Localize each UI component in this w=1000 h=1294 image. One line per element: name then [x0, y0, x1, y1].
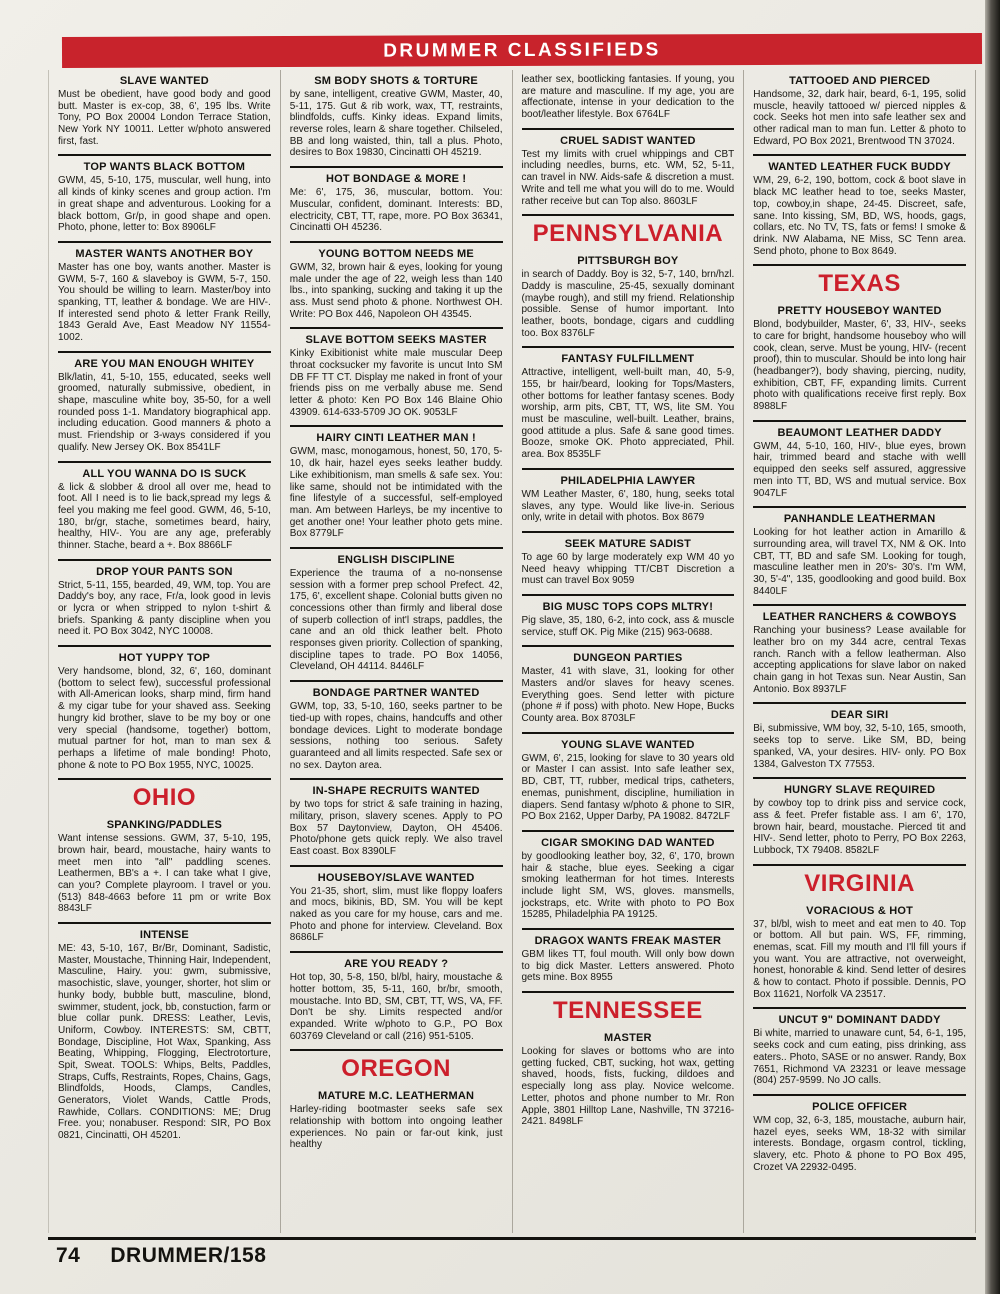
footer-page-number: 74	[56, 1244, 81, 1267]
ad-body: GWM, 45, 5-10, 175, muscular, well hung, into all kinds of kinky scenes and group action. I'm in great shape and adventurous. Looking for a black bottom, Gr/p, in good shape and open. Photo, phone, letter to: Box 8906LF	[58, 175, 271, 234]
ad-title: PITTSBURGH BOY	[577, 255, 679, 268]
ad-title: ARE YOU READY ?	[344, 958, 449, 971]
ad-body: Handsome, 32, dark hair, beard, 6-1, 195, solid muscle, heavily tattooed w/ pierced nipples & cock. Seeks hot men into safe leather sex and other radical man to man fun. Letter & photo to Edward, PO Box 2021, Brentwood TN 37024.	[753, 89, 966, 147]
classified-ad	[753, 506, 966, 597]
ad-title: MATURE M.C. LEATHERMAN	[318, 1090, 475, 1103]
ad-body: 37, bl/bl, wish to meet and eat men to 40. Top or bottom. All but pain. WS, FF, rimming, enemas, scat. Fill my mouth and I'll fill yours if you want. You are attractive, not overweight, honest, honorable & kind. Send letter of desires & how to contact. Photo if possible. Dennis, PO Box 11621, Norfolk VA 23517.	[753, 918, 966, 1000]
ad-body: Test my limits with cruel whippings and CBT including needles, burns, etc. WM, 52, 5-11, can travel in NW. Aids-safe & discretion a must. Write and tell me what you will do to me. Would rather receive but can Top also. 8603LF	[521, 148, 735, 207]
classified-ad	[290, 327, 503, 418]
ad-title: HAIRY CINTI LEATHER MAN !	[316, 432, 476, 445]
ad-body: Master has one boy, wants another. Master is GWM, 5-7, 160 & slaveboy is GWM, 5-7, 150. You should be willing to learn. Master/boy into spanking, TT, leather & bondage. We are HIV-. If interested send photo & letter Frank Reilly, 1843 Gerald Ave, East Meadow NY 11554-1002.	[58, 261, 271, 343]
ad-body: Master, 41 with slave, 31, looking for other Masters and/or slaves for heavy scenes. Everything goes. Send letter with picture (phone # if poss) with photo. New Hope, Bucks County area. Box 8703LF	[521, 666, 735, 725]
ad-body: GWM, top, 33, 5-10, 160, seeks partner to be tied-up with ropes, chains, handcuffs and other bondage devices. Light to moderate bondage sessions, nothing too serious. Safety guaranteed and all limits respected. Safe sex or no sex. Dayton area.	[289, 701, 503, 771]
ad-body: Me: 6', 175, 36, muscular, bottom. You: Muscular, confident, dominant. Interests: BD, electricity, CBT, TT, rape, more. PO Box 36341, Cincinatti OH 45236.	[289, 187, 503, 234]
ad-title: CIGAR SMOKING DAD WANTED	[541, 836, 715, 849]
classified-ad	[522, 594, 735, 638]
ad-body: by goodlooking leather boy, 32, 6', 170, brown hair & stache, blue eyes. Seeking a cigar smoking leatherman for hot times. Interests include light SM, WS, gloves. mansmells, jockstraps, etc. Write with photo to PO Box 15285, Philadelphia PA 19125.	[521, 850, 735, 921]
classified-ad	[753, 1007, 966, 1086]
state-heading: TENNESSEE	[522, 991, 735, 1025]
ad-title: LEATHER RANCHERS & COWBOYS	[762, 611, 957, 624]
classified-ad	[522, 468, 735, 524]
footer-magazine-title: DRUMMER/158	[110, 1244, 267, 1267]
classified-ad	[522, 250, 735, 339]
classified-ad	[58, 814, 271, 915]
ad-title: FANTASY FULFILLMENT	[561, 353, 695, 366]
ad-body: Want intense sessions. GWM, 37, 5-10, 195, brown hair, beard, moustache, hairy wants to meet men into "all" paddling scenes. Leathermen, BB's a +. I can take what I give, can you? Complete playroom. I travel or you. (513) 848-4663 before 11 pm or write Box 8843LF	[58, 833, 271, 915]
ad-title: SM BODY SHOTS & TORTURE	[314, 75, 478, 87]
banner-title: DRUMMER CLASSIFIEDS	[383, 38, 661, 62]
classified-ad	[522, 645, 735, 724]
classified-ad	[290, 425, 503, 540]
classified-ad	[753, 420, 966, 499]
ad-title: YOUNG SLAVE WANTED	[561, 738, 695, 751]
classified-ad	[290, 778, 503, 857]
ad-title: DROP YOUR PANTS SON	[96, 565, 233, 578]
ad-body: Harley-riding bootmaster seeks safe sex relationship with bottom into ongoing leather experiences. No pain or far-out kink, just healthy	[289, 1104, 503, 1151]
classified-ad	[290, 547, 503, 673]
classifieds-column-4	[744, 70, 976, 1233]
classified-ad	[753, 702, 966, 770]
ad-title: HOT YUPPY TOP	[118, 652, 210, 665]
classified-ad	[753, 300, 966, 413]
classified-ad	[522, 346, 735, 461]
ad-title: CRUEL SADIST WANTED	[560, 134, 696, 147]
classified-ad	[290, 1085, 503, 1151]
classified-ad	[58, 559, 271, 638]
ad-title: VORACIOUS & HOT	[806, 904, 914, 917]
ad-body: Kinky Exibitionist white male muscular Deep throat cocksucker my favorite is uncut Into SM DB FF TT CT. Display me naked in front of your friends piss on me verbally abuse me. Send letter & photo: Ken PO Box 146 Blaine Ohio 43909. 614-633-5709 JO OK. 9053LF	[289, 348, 503, 418]
ad-body: WM cop, 32, 6-3, 185, moustache, auburn hair, hazel eyes, seeks WM, 18-32 with similar interests. Bondage, orgasm control, tickling, slavery, etc. Photo & phone to PO Box 495, Crozet VA 22932-0495.	[753, 1114, 966, 1173]
ad-title: TOP WANTS BLACK BOTTOM	[83, 161, 246, 174]
ad-title: TATTOOED AND PIERCED	[789, 75, 931, 87]
classified-ad	[753, 154, 966, 257]
page-footer	[56, 1244, 266, 1268]
ad-body: Pig slave, 35, 180, 6-2, into cock, ass & muscle service, stuff OK. Pig Mike (215) 963-0688.	[521, 614, 735, 638]
classified-ad	[522, 1027, 735, 1128]
classified-ad	[753, 1094, 966, 1173]
ad-body: leather sex, bootlicking fantasies. If young, you are mature and masculine. If my age, you are affectionate, intense in your dedication to the boot/leather lifestyle. Box 6764LF	[521, 74, 735, 121]
classified-ad	[290, 241, 503, 320]
ad-title: PRETTY HOUSEBOY WANTED	[777, 305, 942, 318]
state-heading: PENNSYLVANIA	[522, 214, 735, 248]
footer-rule	[48, 1237, 976, 1240]
classifieds-columns	[48, 70, 976, 1233]
ad-title: PHILADELPHIA LAWYER	[560, 474, 696, 487]
ad-body: Looking for slaves or bottoms who are into getting fucked, CBT, sucking, hot wax, getting shaved, hoods, fists, fucking, dildoes and especially long ass play. Novice welcome. Letter, photos and phone number to Mr. Ron Apple, 3801 Hilltop Lane, Nashville, TN 37216-2421. 8498LF	[521, 1046, 735, 1128]
ad-body: ME: 43, 5-10, 167, Br/Br, Dominant, Sadistic, Master, Moustache, Thinning Hair, Independent, Masculine, Hairy. you: gwm, submissive, masochistic, slave, younger, shorter, hot slim or hunky body, bubble butt, masculine, blond, swimmer, student, jock, bb, constuction, farm or blue collar punk. DRESS: Leather, Levis, Uniform, Cowboy. INTERESTS: SM, CBTT, Bondage, Discipline, Hot Wax, Spanking, Ass Beating, Whipping, Flogging, Electrotorture, Spit, Sweat. TOOLS: Whips, Belts, Paddles, Straps, Cuffs, Restraints, Ropes, Chains, Gags, Blindfolds, Hoods, Clamps, Candles, Generators, Violet Wands, Cattle Prods, Rawhide, Collars. CONDITIONS: ME; Drug Free. you; nonabuser. Respond: SIR, PO Box 0821, Cincinatti, OH 45201.	[58, 943, 271, 1142]
classified-ad	[522, 928, 735, 984]
ad-body: Attractive, intelligent, well-built man, 40, 5-9, 155, br hair/beard, looking for Tops/Masters, other bottoms for leather fantasy scenes. Body worship, arm pits, CBT, TT, WS, lite SM. You must be masculine, well-built. Leather, brains, good attitude a plus. Safe & sane good times. Booze, smoke OK. Photo appreciated, Phil. area. Box 8535LF	[521, 367, 735, 461]
classified-ad	[58, 70, 271, 147]
ad-title: HUNGRY SLAVE REQUIRED	[783, 784, 936, 797]
classified-ad	[58, 154, 271, 233]
ad-body: Looking for hot leather action in Amarillo & surrounding area, will travel TX, NM & OK. Into CBT, TT, BD and safe SM. Looking for tough, masculine leather men in 20's- 30's. I'm WM, 30, 5'-4", 135, goodlooking and good build. Box 8440LF	[753, 527, 966, 597]
ad-title: SLAVE BOTTOM SEEKS MASTER	[305, 334, 487, 347]
ad-title: DRAGOX WANTS FREAK MASTER	[534, 935, 722, 947]
ad-body: by two tops for strict & safe training in hazing, military, prison, slavery scenes. Apply to PO Box 57 Daytonview, Dayton, OH 45406. Photo/phone gets quick reply. We also travel East coast. Box 8390LF	[289, 799, 503, 857]
state-heading: OHIO	[58, 778, 271, 812]
ad-title: ALL YOU WANNA DO IS SUCK	[82, 467, 247, 480]
classified-ad	[290, 166, 503, 234]
ad-title: BEAUMONT LEATHER DADDY	[777, 426, 942, 439]
classified-ad	[58, 241, 271, 344]
classified-ad	[522, 732, 735, 823]
ad-body: Experience the trauma of a no-nonsense session with a former prep school Prefect. 42, 175, 6', excellent shape. Colonial butts given no concessions other than firmly and liberal dose of superb collection of int'l straps, paddles, the cane and an old thick leather belt. Photo responses given priority. Collection of spanking, discipline tapes to trade. PO Box 14056, Cleveland, OH 44114. 8446LF	[289, 567, 503, 673]
ad-title: PANHANDLE LEATHERMAN	[783, 513, 936, 526]
classified-ad	[753, 900, 966, 1001]
ad-title: SLAVE WANTED	[119, 75, 209, 87]
ad-body: WM Leather Master, 6', 180, hung, seeks total slaves, any type. Would like live-in. Serious only, write in detail with photos. Box 8679	[521, 488, 735, 524]
classified-ad	[753, 604, 966, 695]
ad-body: Bi white, married to unaware cunt, 54, 6-1, 195, seeks cock and cum eating, piss drinking, ass eaters.. Photo, SASE or no answer. Randy, Box 7651, Richmond VA 23231 or leave message (804) 257-9599. No JO calls.	[753, 1028, 966, 1087]
ad-title: HOT BONDAGE & MORE !	[325, 173, 467, 186]
ad-title: POLICE OFFICER	[812, 1100, 908, 1113]
classified-ad	[58, 922, 271, 1142]
classified-ad	[522, 830, 735, 921]
ad-title: WANTED LEATHER FUCK BUDDY	[768, 161, 951, 174]
classified-ad	[58, 351, 271, 454]
ad-body: in search of Daddy. Boy is 32, 5-7, 140, brn/hzl. Daddy is masculine, 25-45, sexually dominant (maybe rough), and still my friend. Relationship possible. Sense of humor important. Into leather, boots, bondage, cigars and cuddling too. Box 8376LF	[521, 269, 735, 339]
ad-title: ARE YOU MAN ENOUGH WHITEY	[74, 357, 255, 370]
ad-title: INTENSE	[139, 929, 189, 942]
classified-ad	[58, 461, 271, 552]
classifieds-column-1	[48, 70, 281, 1233]
ad-title: MASTER WANTS ANOTHER BOY	[75, 247, 254, 260]
ad-body: by cowboy top to drink piss and service cock, ass & feet. Prefer fistable ass. I am 6', 170, brown hair, beard, moustache. Pierced tit and HIV-. Send letter, photo to Perry, PO Box 2263, Lubbock, TX 79408. 8582LF	[753, 798, 966, 856]
state-heading: VIRGINIA	[753, 864, 966, 898]
ad-title: ENGLISH DISCIPLINE	[337, 553, 455, 566]
classified-ad	[290, 70, 503, 159]
ad-title: MASTER	[604, 1032, 652, 1045]
ad-title: IN-SHAPE RECRUITS WANTED	[312, 785, 480, 798]
ad-title: BIG MUSC TOPS COPS MLTRY!	[542, 600, 714, 613]
scan-edge-artifact	[985, 0, 1000, 1294]
ad-title: UNCUT 9" DOMINANT DADDY	[778, 1014, 941, 1027]
state-heading: OREGON	[290, 1049, 503, 1083]
ad-body: GWM, 32, brown hair & eyes, looking for young male under the age of 22, weigh less than 140 lbs., into spanking, sucking and taking it up the ass. Must send photo & phone. Northwest OH. Write: PO Box 446, Napoleon OH 43545.	[289, 261, 503, 320]
ad-body: Must be obedient, have good body and good butt. Master is ex-cop, 38, 6', 195 lbs. Write Tony, PO Box 20004 London Terrace Station, New York NY 10011. Letter w/photo answered first, fast.	[58, 89, 271, 147]
ad-body: Strict, 5-11, 155, bearded, 49, WM, top. You are Daddy's boy, any race, Fr/a, look good in levis or lycra or when stripped to nylon t-shirt & briefs. Spanking & panty discipline when you need it. PO Box 3042, NYC 10008.	[58, 579, 271, 638]
ad-body: Very handsome, blond, 32, 6', 160, dominant (bottom to select few), successful professional with All-American looks, sharp mind, firm hand & my cigar tube for your shaved ass. Seeking hungry kid brother, slave to be my boy or one very special (handsome, together) bottom, mutual partner for hot, man to man sex & perhaps a lifetime of male bonding! Photo, phone & note to PO Box 1955, NYC, 10025.	[58, 666, 271, 771]
classified-ad	[522, 128, 735, 207]
ad-body: GWM, masc, monogamous, honest, 50, 170, 5-10, dk hair, hazel eyes seeks leather buddy. Like exhibitionism, man smells & safe sex. You: like same, should not be intimidated with the fine lifestyle of a successful, self-employed man. Am between Harleys, be my incentive to get another one! Your leather photo gets mine. Box 8779LF	[289, 446, 503, 540]
ad-body: Hot top, 30, 5-8, 150, bl/bl, hairy, moustache & hotter bottom, 35, 5-11, 160, br/br, smooth, moustache. Into BD, SM, CBT, TT, WS, VA, FF. Don't be shy. Limits respected and/or expanded. Write w/photo to G.P., PO Box 603769 Cleveland or call (216) 951-5105.	[289, 972, 503, 1042]
ad-title: SEEK MATURE SADIST	[564, 537, 691, 550]
ad-body: Blk/latin, 41, 5-10, 155, educated, seeks well groomed, naturally submissive, obedient, in shape, masculine white boy, 35-50, for a well rounded poss 1-1. Mandatory biographical app. including education. Good manners & photo a must. Friendship or 3-ways considered if you qualify. New Jersey OK. Box 8541LF	[58, 371, 271, 453]
ad-body: Blond, bodybuilder, Master, 6', 33, HIV-, seeks to care for bright, handsome houseboy who will cook, clean, serve. Must be young, HIV- (recent proof), thin to muscular. Should be into long hair (headbanger?), body shaving, piercing, nudity, exhibition, CBT, FF, expanding limits. Current photo with qualifications receive first reply. Box 8988LF	[753, 319, 966, 413]
ad-title: BONDAGE PARTNER WANTED	[312, 687, 480, 700]
ad-title: DUNGEON PARTIES	[573, 652, 683, 665]
classifieds-column-3	[513, 70, 745, 1233]
classifieds-column-2	[281, 70, 513, 1233]
classified-ad	[522, 70, 735, 121]
ad-body: WM, 29, 6-2, 190, bottom, cock & boot slave in black MC leather head to toe, seeks Master, top, cowboy,in shape, 24-45. Discreet, safe, sane. Into kissing, SM, BD, WS, hoods, gags, collars, etc. No TV, TS, fats or fems! I smoke & drink. NW Alabama, NE Miss, SC Tenn area. Send photo, phone to Box 8649.	[753, 175, 966, 257]
ad-body: Ranching your business? Lease available for leather bro on my 344 acre, central Texas ranch. Ranch with a fellow leatherman. Also accepting applications for slave labor on naked chain gang in hot Texas sun. Near Austin, San Antonio. Box 8937LF	[753, 625, 966, 695]
ad-body: GBM likes TT, foul mouth. Will only bow down to big dick Master. Letters answered. Photo gets mine. Box 8955	[521, 949, 735, 984]
ad-body: & lick & slobber & drool all over me, head to foot. All I need is to lie back,spread my legs & feel you making me feel good. GWM, 46, 5-10, 180, br/gr, stache, sometimes beard, hairy, healthy, HIV-. You are any age, preferably thinner. Stache, beard a +. Box 8866LF	[58, 481, 271, 551]
ad-body: GWM, 44, 5-10, 160, HIV-, blue eyes, brown hair, trimmed beard and stache with welll equipped den seeks self assured, aggressive men into TT, BD, WS and mutual service. Box 9047LF	[753, 440, 966, 499]
classified-ad	[290, 865, 503, 944]
ad-body: GWM, 6', 215, looking for slave to 30 years old or Master I can assist. Into safe leather sex, BD, CBT, TT, rubber, medical trips, catheters, enemas, punishment, discipline, humiliation in diapers. Send fantasy w/photo & phone to SIR, PO Box 2162, Upper Darby, PA 19082. 8472LF	[521, 752, 735, 823]
ad-body: To age 60 by large moderately exp WM 40 yo Need heavy whipping TT/CBT Discretion a must can travel Box 9059	[521, 551, 735, 587]
classified-ad	[58, 645, 271, 771]
classified-ad	[522, 531, 735, 587]
ad-body: Bi, submissive, WM boy, 32, 5-10, 165, smooth, seeks top to serve. Like SM, BD, being spanked, VA, your desires. HIV- only. PO Box 1384, Galveston TX 77553.	[753, 723, 966, 770]
ad-title: SPANKING/PADDLES	[106, 819, 222, 832]
ad-body: You 21-35, short, slim, must like floppy loafers and mocs, bikinis, BD, SM. You will be kept naked as you care for my house, cars and me. Photo and phone for interview. Cleveland. Box 8686LF	[289, 885, 503, 944]
classified-ad	[753, 777, 966, 856]
classified-ad	[753, 70, 966, 147]
state-heading: TEXAS	[753, 264, 966, 298]
classifieds-banner	[62, 33, 982, 68]
ad-body: by sane, intelligent, creative GWM, Master, 40, 5-11, 175. Gut & rib work, wax, TT, restraints, blindfolds, cuffs. Kinky ideas. Expand limits, reverse roles, learn & share together. Chilseled, BB and long waisted, thin, tall a plus. Photo, desires to Box 19830, Cincinatti OH 45219.	[289, 89, 503, 159]
classified-ad	[290, 680, 503, 771]
ad-title: DEAR SIRI	[830, 709, 889, 722]
classified-ad	[290, 951, 503, 1042]
ad-title: YOUNG BOTTOM NEEDS ME	[318, 247, 474, 260]
ad-title: HOUSEBOY/SLAVE WANTED	[317, 871, 475, 884]
